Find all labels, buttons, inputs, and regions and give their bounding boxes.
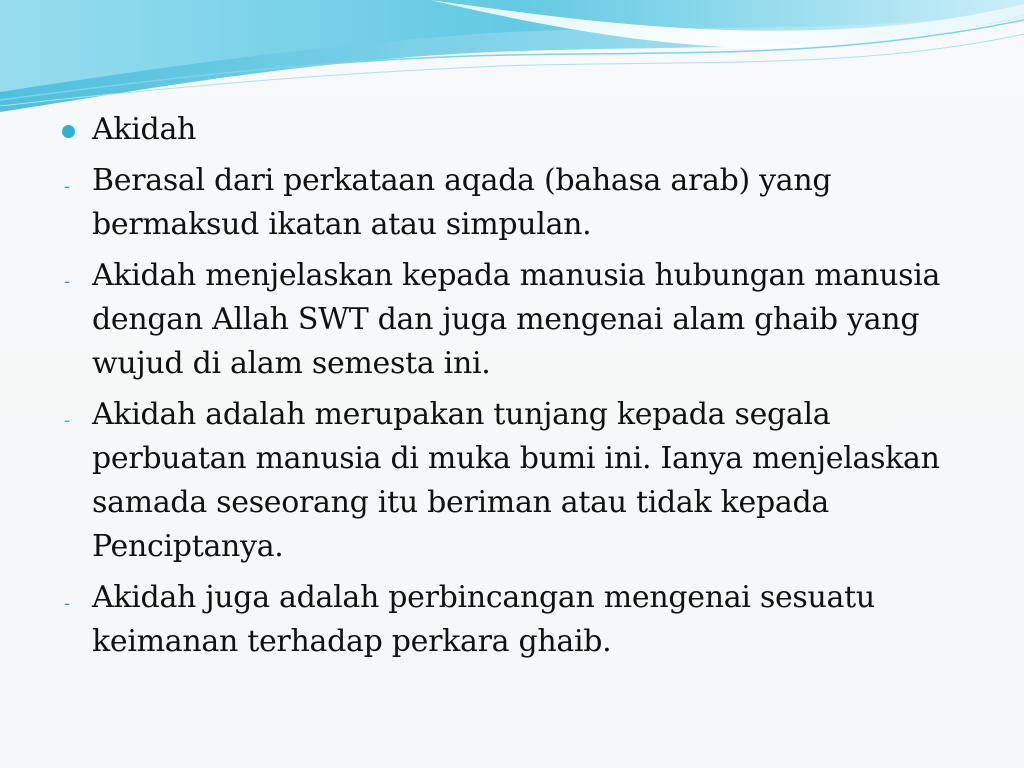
point-text: Akidah adalah merupakan tunjang kepada segala perbuatan manusia di muka bumi ini. Ianya menjelaskan samada seseorang itu beriman atau tidak kepada Penciptanya. <box>92 397 940 564</box>
list-item <box>60 159 980 247</box>
bullet-marker <box>60 108 92 152</box>
dash-icon: - <box>64 410 71 431</box>
point-text: Akidah juga adalah perbincangan mengenai sesuatu keimanan terhadap perkara ghaib. <box>92 580 875 659</box>
list-item <box>60 576 980 664</box>
dash-icon: - <box>64 593 71 614</box>
dash-icon: - <box>64 176 71 197</box>
list-item <box>60 254 980 386</box>
dash-icon: - <box>64 271 71 292</box>
point-text: Berasal dari perkataan aqada (bahasa arab) yang bermaksud ikatan atau simpulan. <box>92 163 832 242</box>
list-item <box>60 393 980 569</box>
dash-marker <box>60 254 92 298</box>
heading-text: Akidah <box>92 112 197 147</box>
point-text: Akidah menjelaskan kepada manusia hubungan manusia dengan Allah SWT dan juga mengenai alam ghaib yang wujud di alam semesta ini. <box>92 258 941 381</box>
heading-item <box>60 108 980 152</box>
dash-marker <box>60 393 92 437</box>
bullet-dot-icon <box>62 125 75 138</box>
dash-marker <box>60 159 92 203</box>
dash-marker <box>60 576 92 620</box>
bullet-content <box>60 108 980 671</box>
